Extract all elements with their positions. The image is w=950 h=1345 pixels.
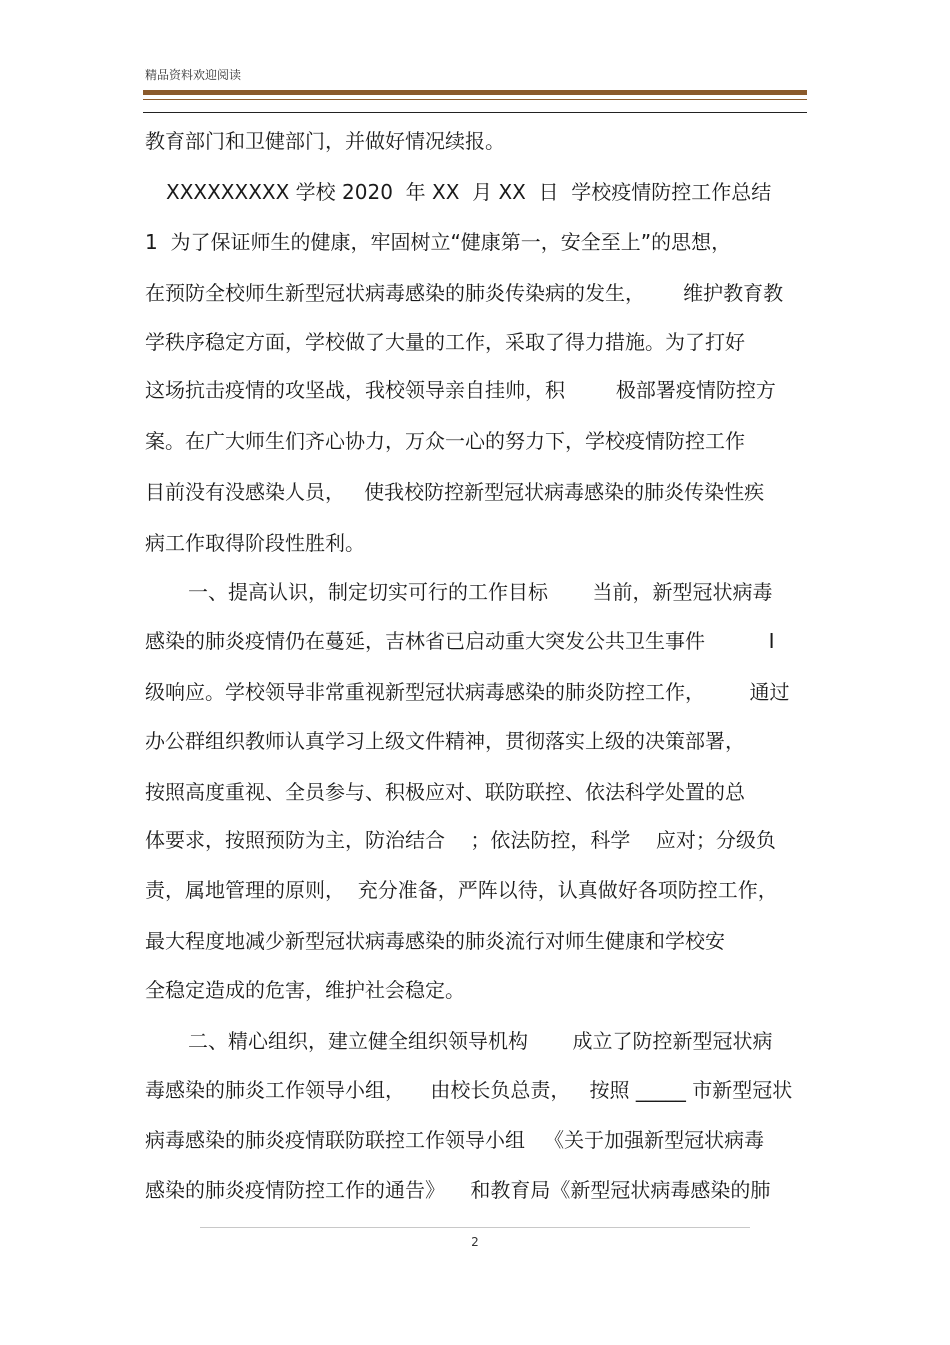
body-line-5: 学秩序稳定方面，学校做了大量的工作，采取了得力措施。为了打好	[145, 330, 745, 354]
body-line-4: 在预防全校师生新型冠状病毒感染的肺炎传染病的发生， 维护教育教	[145, 281, 784, 305]
header-rule-thin	[143, 99, 807, 100]
body-line-14: 按照高度重视、全员参与、积极应对、联防联控、依法科学处置的总	[145, 780, 745, 804]
body-line-16: 责，属地管理的原则， 充分准备，严阵以待，认真做好各项防控工作，	[145, 878, 778, 902]
body-line-10: 一、提高认识，制定切实可行的工作目标 当前，新型冠状病毒	[188, 580, 773, 604]
body-line-20: 毒感染的肺炎工作领导小组， 由校长负总责， 按照 _____ 市新型冠状	[145, 1078, 793, 1102]
header-rule-thick	[143, 90, 807, 95]
body-line-1: 教育部门和卫健部门，并做好情况续报。	[145, 129, 505, 153]
body-line-8: 目前没有没感染人员， 使我校防控新型冠状病毒感染的肺炎传染性疾	[145, 480, 765, 504]
body-line-7: 案。在广大师生们齐心协力，万众一心的努力下，学校疫情防控工作	[145, 429, 745, 453]
body-line-13: 办公群组织教师认真学习上级文件精神，贯彻落实上级的决策部署，	[145, 729, 745, 753]
body-line-21: 病毒感染的肺炎疫情联防联控工作领导小组 《关于加强新型冠状病毒	[145, 1128, 765, 1152]
body-line-22: 感染的肺炎疫情防控工作的通告》 和教育局《新型冠状病毒感染的肺	[145, 1178, 771, 1202]
body-line-2: XXXXXXXXX 学校 2020 年 XX 月 XX 日 学校疫情防控工作总结	[166, 180, 772, 204]
body-line-9: 病工作取得阶段性胜利。	[145, 531, 365, 555]
body-line-19: 二、精心组织，建立健全组织领导机构 成立了防控新型冠状病	[188, 1029, 773, 1053]
page-header-text: 精品资料欢迎阅读	[145, 68, 242, 82]
footer-rule	[200, 1227, 750, 1228]
top-rule	[143, 112, 807, 113]
body-line-6: 这场抗击疫情的攻坚战，我校领导亲自挂帅，积 极部署疫情防控方	[145, 378, 776, 402]
body-line-17: 最大程度地减少新型冠状病毒感染的肺炎流行对师生健康和学校安	[145, 929, 725, 953]
body-line-12: 级响应。学校领导非常重视新型冠状病毒感染的肺炎防控工作， 通过	[145, 680, 790, 704]
body-line-15: 体要求，按照预防为主，防治结合 ；依法防控，科学 应对；分级负	[145, 828, 776, 852]
body-line-18: 全稳定造成的危害，维护社会稳定。	[145, 978, 465, 1002]
body-line-11: 感染的肺炎疫情仍在蔓延，吉林省已启动重大突发公共卫生事件 Ⅰ	[145, 629, 775, 653]
body-line-3: 1 为了保证师生的健康，牢固树立“健康第一，安全至上”的思想，	[145, 230, 732, 254]
page-number: 2	[471, 1235, 479, 1249]
